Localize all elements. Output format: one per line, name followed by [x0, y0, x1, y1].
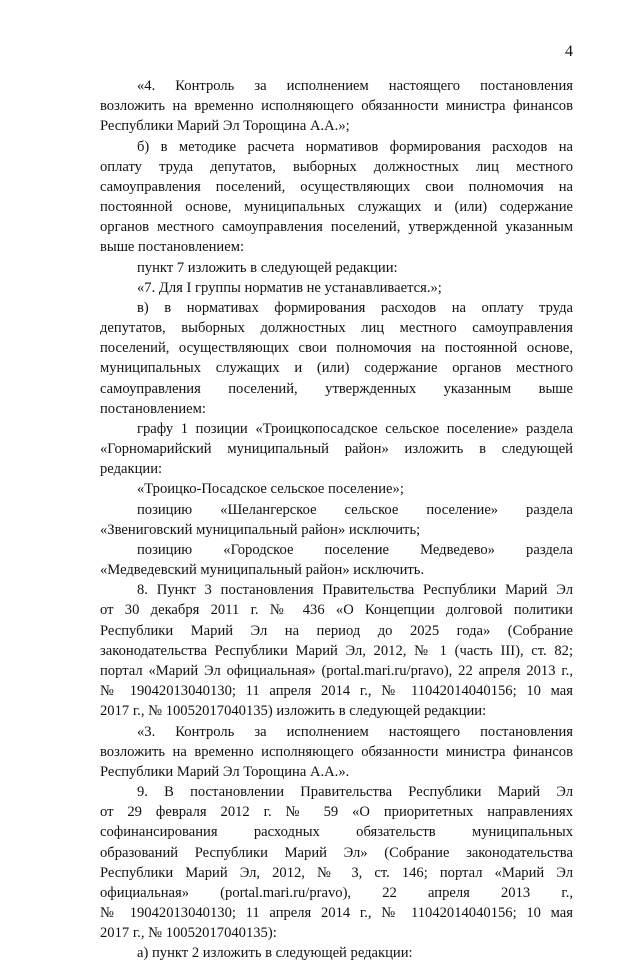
text-line: депутатов, выборных должностных лиц местного самоуправления	[100, 320, 573, 337]
text-line: 2017 г., № 10052017040135) изложить в следующей редакции:	[100, 703, 487, 720]
text-line: самоуправления поселений, осуществляющих свои полномочия на	[100, 178, 573, 195]
text-line: № 19042013040130; 11 апреля 2014 г., № 11042014040156; 10 мая	[100, 683, 573, 700]
text-line: органов местного самоуправления поселений, утвержденной указанным	[100, 219, 573, 236]
text-line: от 29 февраля 2012 г. № 59 «О приоритетных направлениях	[100, 804, 573, 821]
page-number: 4	[565, 43, 573, 60]
text-line: от 30 декабря 2011 г. № 436 «О Концепции долговой политики	[100, 602, 573, 619]
text-line: Республики Марий Эл, 2012, № 3, ст. 146; портал «Марий Эл	[100, 864, 573, 881]
text-line: в) в нормативах формирования расходов на оплату труда	[137, 299, 573, 316]
text-line: 2017 г., № 10052017040135):	[100, 925, 277, 942]
text-line: «Звениговский муниципальный район» исключить;	[100, 521, 421, 538]
text-line: «Горномарийский муниципальный район» изложить в следующей	[100, 441, 573, 458]
text-line: позицию «Шелангерское сельское поселение» раздела	[137, 501, 573, 518]
text-line: «Медведевский муниципальный район» исключить.	[100, 562, 425, 579]
text-line: а) пункт 2 изложить в следующей редакции:	[137, 945, 413, 962]
text-line: поселений, осуществляющих свои полномочия на постоянной основе,	[100, 340, 573, 357]
text-line: портал «Марий Эл официальная» (portal.mari.ru/pravo), 22 апреля 2013 г.,	[100, 662, 573, 679]
text-line: 8. Пункт 3 постановления Правительства Республики Марий Эл	[137, 582, 573, 599]
text-line: Республики Марий Эл Торощина А.А.».	[100, 763, 350, 780]
text-line: постоянной основе, муниципальных служащих и (или) содержание	[100, 199, 573, 216]
text-line: «3. Контроль за исполнением настоящего постановления	[137, 723, 573, 740]
text-line: 9. В постановлении Правительства Республики Марий Эл	[137, 784, 573, 801]
text-line: официальная» (portal.mari.ru/pravo), 22 апреля 2013 г.,	[100, 884, 573, 901]
text-line: самоуправления поселений, утвержденных указанным выше	[100, 380, 573, 397]
text-line: законодательства Республики Марий Эл, 2012, № 1 (часть III), ст. 82;	[100, 642, 573, 659]
text-line: возложить на временно исполняющего обязанности министра финансов	[100, 743, 573, 760]
text-line: постановлением:	[100, 400, 206, 417]
text-line: редакции:	[100, 461, 163, 478]
text-line: Республики Марий Эл на период до 2025 года» (Собрание	[100, 622, 573, 639]
text-line: муниципальных служащих и (или) содержание органов местного	[100, 360, 573, 377]
text-line: графу 1 позиции «Троицкопосадское сельское поселение» раздела	[137, 420, 573, 437]
text-line: софинансирования расходных обязательств муниципальных	[100, 824, 573, 841]
text-line: «7. Для I группы норматив не устанавливается.»;	[137, 279, 442, 296]
document-body	[100, 76, 573, 964]
text-line: позицию «Городское поселение Медведево» раздела	[137, 541, 573, 558]
text-line: пункт 7 изложить в следующей редакции:	[137, 259, 398, 276]
text-line: образований Республики Марий Эл» (Собрание законодательства	[100, 844, 573, 861]
text-line: возложить на временно исполняющего обязанности министра финансов	[100, 98, 573, 115]
text-line: № 19042013040130; 11 апреля 2014 г., № 11042014040156; 10 мая	[100, 905, 573, 922]
text-line: оплату труда депутатов, выборных должностных лиц местного	[100, 158, 573, 175]
text-line: «4. Контроль за исполнением настоящего постановления	[137, 78, 573, 94]
text-line: Республики Марий Эл Торощина А.А.»;	[100, 118, 350, 135]
text-line: выше постановлением:	[100, 239, 244, 256]
text-line: б) в методике расчета нормативов формирования расходов на	[137, 138, 573, 155]
text-line: «Троицко-Посадское сельское поселение»;	[137, 481, 404, 498]
